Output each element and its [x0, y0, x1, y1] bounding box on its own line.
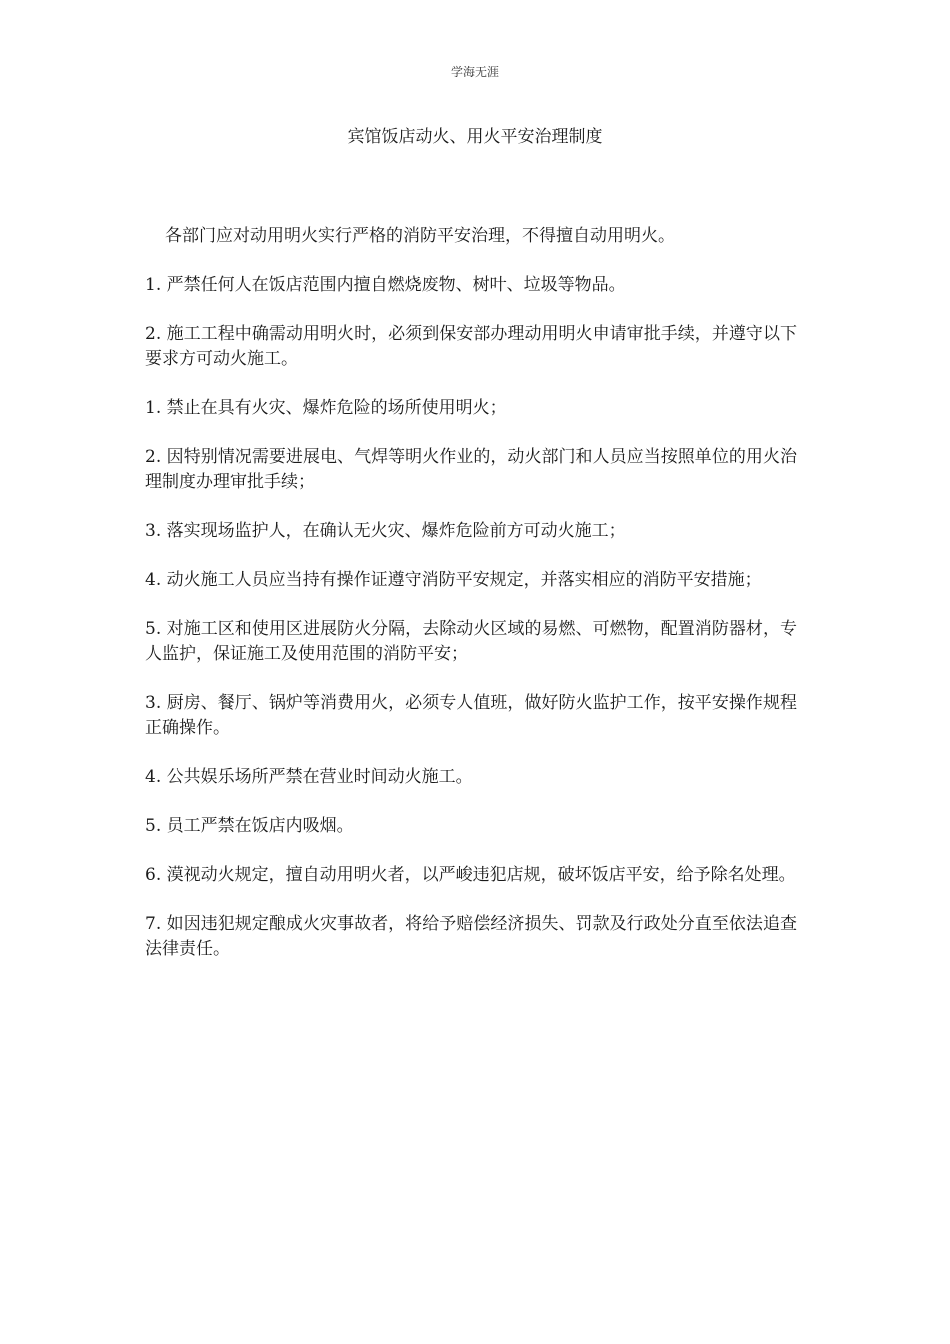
- rule-paragraph: 3. 落实现场监护人，在确认无火灾、爆炸危险前方可动火施工；: [145, 521, 626, 541]
- rule-paragraph: 3. 厨房、餐厅、锅炉等消费用火，必须专人值班，做好防火监护工作，按平安操作规程正确操作。: [145, 693, 797, 738]
- rule-paragraph: 5. 对施工区和使用区进展防火分隔，去除动火区域的易燃、可燃物，配置消防器材，专人监护，保证施工及使用范围的消防平安；: [145, 619, 797, 664]
- document-title: 宾馆饭店动火、用火平安治理制度: [347, 127, 603, 147]
- rule-paragraph: 2. 因特别情况需要进展电、气焊等明火作业的，动火部门和人员应当按照单位的用火治理制度办理审批手续；: [145, 447, 797, 492]
- document-body: [145, 224, 797, 986]
- rule-paragraph: 4. 动火施工人员应当持有操作证遵守消防平安规定，并落实相应的消防平安措施；: [145, 570, 762, 590]
- page-header: 学海无涯: [450, 65, 499, 79]
- rule-paragraph: 6. 漠视动火规定，擅自动用明火者，以严峻违犯店规，破坏饭店平安，给予除名处理。: [145, 865, 796, 885]
- intro-paragraph: 各部门应对动用明火实行严格的消防平安治理，不得擅自动用明火。: [165, 226, 675, 246]
- rule-paragraph: 7. 如因违犯规定酿成火灾事故者，将给予赔偿经济损失、罚款及行政处分直至依法追查法律责任。: [145, 914, 797, 959]
- rule-paragraph: 5. 员工严禁在饭店内吸烟。: [145, 816, 354, 836]
- rule-paragraph: 2. 施工工程中确需动用明火时，必须到保安部办理动用明火申请审批手续，并遵守以下要求方可动火施工。: [145, 324, 797, 369]
- rule-paragraph: 1. 严禁任何人在饭店范围内擅自燃烧废物、树叶、垃圾等物品。: [145, 275, 626, 295]
- rule-paragraph: 1. 禁止在具有火灾、爆炸危险的场所使用明火；: [145, 398, 507, 418]
- rule-paragraph: 4. 公共娱乐场所严禁在营业时间动火施工。: [145, 767, 473, 787]
